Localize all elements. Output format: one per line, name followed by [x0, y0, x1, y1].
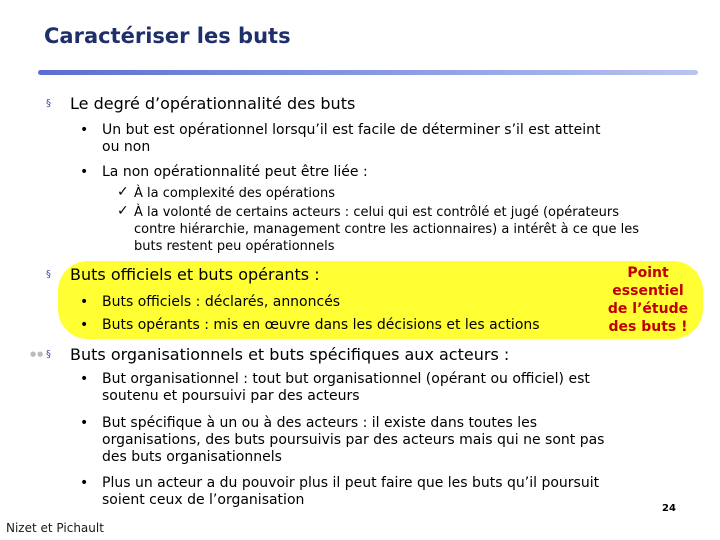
section3-item2-line1: But spécifique à un ou à des acteurs : il existe dans toutes les [102, 415, 538, 431]
section3-item2-line2: organisations, des buts poursuivis par des acteurs mais qui ne sont pas [102, 432, 605, 448]
note-line-4: des buts ! [608, 319, 688, 335]
dash-3-2: • [80, 415, 89, 431]
check-icon: ✓ [117, 184, 129, 200]
section3-item3-line2: soient ceux de l’organisation [102, 492, 305, 508]
dash-3-1: • [80, 371, 89, 387]
dash-1-2: • [80, 164, 89, 180]
dash-3-3: • [80, 475, 89, 491]
note-line-2: essentiel [612, 283, 684, 299]
slide-title: Caractériser les buts [44, 24, 291, 48]
section-bullet-1: § [46, 98, 51, 109]
section2-item1: Buts officiels : déclarés, annoncés [102, 294, 341, 310]
section1-heading: Le degré d’opérationnalité des buts [70, 94, 356, 113]
section1-item1-line1: Un but est opérationnel lorsqu’il est facile de déterminer s’il est atteint [102, 122, 601, 138]
section2-item2: Buts opérants : mis en œuvre dans les décisions et les actions [102, 317, 540, 333]
page-number: 24 [662, 503, 676, 514]
section-bullet-3: § [46, 349, 51, 360]
section3-item3-line1: Plus un acteur a du pouvoir plus il peut faire que les buts qu’il poursuit [102, 475, 600, 491]
section-bullet-2: § [46, 269, 51, 280]
key-point-note [600, 264, 696, 336]
dash-2-1: • [80, 294, 89, 310]
note-line-1: Point [627, 265, 669, 281]
check-icon: ✓ [117, 203, 129, 219]
section1-item1-line2: ou non [102, 139, 151, 155]
section3-item1-line1: But organisationnel : tout but organisationnel (opérant ou officiel) est [102, 371, 590, 387]
section3-item1-line2: soutenu et poursuivi par des acteurs [102, 388, 360, 404]
footer-author: Nizet et Pichault [6, 521, 104, 535]
section3-item2-line3: des buts organisationnels [102, 449, 282, 465]
dash-2-2: • [80, 317, 89, 333]
section1-sub2-line3: buts restent peu opérationnels [134, 239, 335, 254]
title-underline [38, 70, 698, 75]
section1-sub2-line2: contre hiérarchie, management contre les actionnaires) a intérêt à ce que les [134, 222, 640, 237]
section1-item2: La non opérationnalité peut être liée : [102, 164, 368, 180]
section1-sub1: À la complexité des opérations [134, 186, 336, 201]
note-line-3: de l’étude [607, 301, 689, 317]
dash-1-1: • [80, 122, 89, 138]
section2-heading: Buts officiels et buts opérants : [70, 265, 320, 284]
decorative-dots: ●● [30, 350, 45, 358]
section1-sub2-line1: À la volonté de certains acteurs : celui qui est contrôlé et jugé (opérateurs [134, 205, 619, 220]
section3-heading: Buts organisationnels et buts spécifiques aux acteurs : [70, 345, 510, 364]
